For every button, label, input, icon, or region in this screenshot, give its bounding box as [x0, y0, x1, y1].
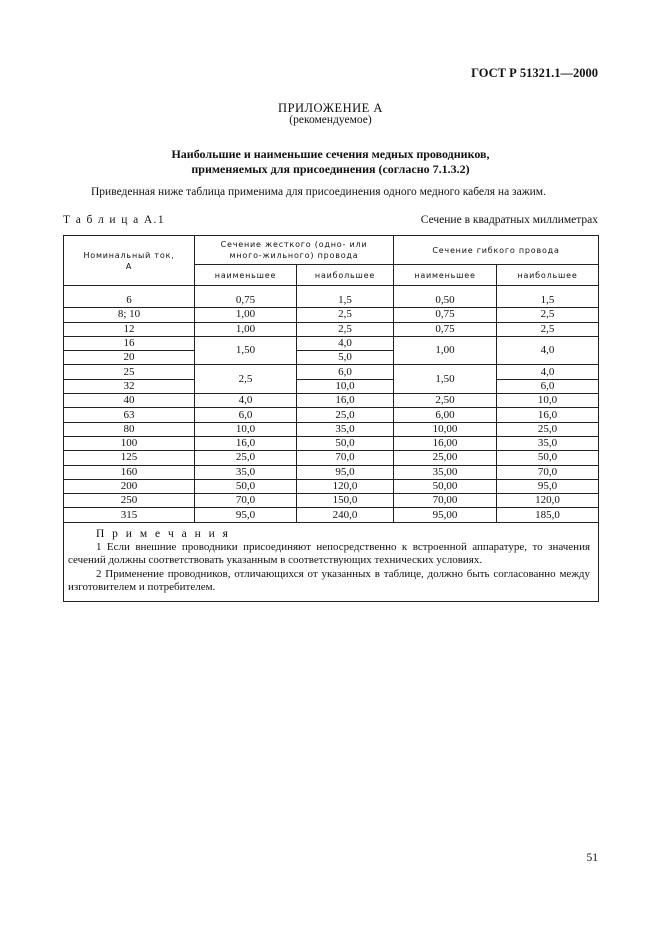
cell-flex-max: 2,5	[497, 308, 599, 322]
cell-flex-max: 120,0	[497, 494, 599, 508]
cell-rigid-min: 35,0	[195, 465, 297, 479]
table-caption: Т а б л и ц а А.1	[63, 214, 165, 226]
cell-flex-min: 10,00	[394, 422, 497, 436]
cell-current: 6	[64, 294, 195, 308]
table-row	[64, 308, 599, 322]
table-notes	[64, 522, 599, 601]
cell-flex-min: 35,00	[394, 465, 497, 479]
spacer-cell	[64, 286, 195, 295]
cell-flex-max: 50,0	[497, 451, 599, 465]
cell-current: 40	[64, 394, 195, 408]
cell-rigid-min: 50,0	[195, 479, 297, 493]
cell-rigid-min: 25,0	[195, 451, 297, 465]
table-row	[64, 322, 599, 336]
header-rigid: Сечение жесткого (одно- или много-жильного) провода	[195, 236, 394, 265]
table-row	[64, 408, 599, 422]
cell-current: 315	[64, 508, 195, 522]
cell-flex-min: 0,75	[394, 308, 497, 322]
cell-flex-min: 0,50	[394, 294, 497, 308]
cell-flex-max: 1,5	[497, 294, 599, 308]
cell-flex-min: 70,00	[394, 494, 497, 508]
cell-current: 80	[64, 422, 195, 436]
appendix-title: ПРИЛОЖЕНИЕ А	[278, 101, 383, 115]
table-row	[64, 379, 599, 393]
cell-current: 12	[64, 322, 195, 336]
spacer-cell	[195, 286, 297, 295]
cell-current: 200	[64, 479, 195, 493]
cell-current: 32	[64, 379, 195, 393]
cell-rigid-min: 6,0	[195, 408, 297, 422]
cell-rigid-min: 0,75	[195, 294, 297, 308]
note-2: 2 Применение проводников, отличающихся от указанных в таблице, должно быть согласованно между изготовителем и потребителем.	[68, 567, 591, 594]
heading-line-1: Наибольшие и наименьшие сечения медных проводников,	[171, 147, 490, 161]
cell-rigid-max: 1,5	[297, 294, 394, 308]
note-1: 1 Если внешние проводники присоединяют непосредственно к встроенной аппаратуре, то значения сечений должны соответствовать указанным в соответствующих технических условиях.	[68, 540, 591, 567]
cell-flex-max: 4,0	[497, 365, 599, 379]
cell-flex-min: 50,00	[394, 479, 497, 493]
cell-flex-min: 1,00	[394, 336, 497, 365]
cell-flex-min: 25,00	[394, 451, 497, 465]
cell-rigid-min: 1,00	[195, 322, 297, 336]
cell-flex-max: 2,5	[497, 322, 599, 336]
intro-paragraph: Приведенная ниже таблица применима для присоединения одного медного кабеля на зажим.	[91, 186, 546, 198]
cell-flex-max: 25,0	[497, 422, 599, 436]
page-number: 51	[586, 852, 598, 864]
table-row	[64, 336, 599, 350]
cell-flex-max: 185,0	[497, 508, 599, 522]
cell-flex-min: 1,50	[394, 365, 497, 394]
cell-flex-max: 16,0	[497, 408, 599, 422]
cell-rigid-max: 2,5	[297, 322, 394, 336]
cell-rigid-min: 4,0	[195, 394, 297, 408]
cell-flex-max: 10,0	[497, 394, 599, 408]
cell-rigid-min: 1,50	[195, 336, 297, 365]
spacer-cell	[497, 286, 599, 295]
cell-rigid-max: 150,0	[297, 494, 394, 508]
cell-flex-min: 0,75	[394, 322, 497, 336]
cell-rigid-max: 120,0	[297, 479, 394, 493]
cell-current: 100	[64, 436, 195, 450]
cell-flex-min: 2,50	[394, 394, 497, 408]
cell-rigid-min: 70,0	[195, 494, 297, 508]
header-current: Номинальный ток, А	[64, 236, 195, 286]
conductor-table	[63, 235, 599, 602]
spacer-cell	[297, 286, 394, 295]
cell-rigid-max: 4,0	[297, 336, 394, 350]
cell-flex-min: 6,00	[394, 408, 497, 422]
header-rigid-min: наименьшее	[195, 265, 297, 286]
header-rigid-max: наибольшее	[297, 265, 394, 286]
cell-rigid-max: 10,0	[297, 379, 394, 393]
spacer-cell	[394, 286, 497, 295]
cell-current: 160	[64, 465, 195, 479]
cell-rigid-max: 35,0	[297, 422, 394, 436]
cell-flex-min: 95,00	[394, 508, 497, 522]
cell-flex-min: 16,00	[394, 436, 497, 450]
notes-title: П р и м е ч а н и я	[96, 527, 231, 540]
cell-rigid-max: 16,0	[297, 394, 394, 408]
cell-rigid-min: 2,5	[195, 365, 297, 394]
cell-flex-max: 6,0	[497, 379, 599, 393]
table-row	[64, 451, 599, 465]
table-row	[64, 365, 599, 379]
header-flex-min: наименьшее	[394, 265, 497, 286]
appendix-subtitle: (рекомендуемое)	[289, 114, 372, 126]
cell-rigid-max: 240,0	[297, 508, 394, 522]
cell-rigid-max: 70,0	[297, 451, 394, 465]
cell-rigid-max: 25,0	[297, 408, 394, 422]
table-row	[64, 422, 599, 436]
cell-rigid-min: 95,0	[195, 508, 297, 522]
table-row	[64, 294, 599, 308]
cell-current: 20	[64, 351, 195, 365]
header-flex-max: наибольшее	[497, 265, 599, 286]
table-units: Сечение в квадратных миллиметрах	[420, 214, 598, 226]
cell-current: 25	[64, 365, 195, 379]
table-row	[64, 494, 599, 508]
cell-rigid-max: 5,0	[297, 351, 394, 365]
cell-rigid-max: 6,0	[297, 365, 394, 379]
cell-flex-max: 35,0	[497, 436, 599, 450]
cell-rigid-max: 50,0	[297, 436, 394, 450]
table-row	[64, 394, 599, 408]
heading-line-2: применяемых для присоединения (согласно 7.1.3.2)	[191, 162, 470, 176]
cell-rigid-min: 1,00	[195, 308, 297, 322]
document-code: ГОСТ Р 51321.1—2000	[471, 66, 598, 80]
cell-current: 250	[64, 494, 195, 508]
section-heading	[0, 147, 661, 177]
table-row	[64, 479, 599, 493]
header-flexible: Сечение гибкого провода	[394, 236, 599, 265]
table-row	[64, 508, 599, 522]
cell-flex-max: 95,0	[497, 479, 599, 493]
conductor-table-container	[63, 235, 598, 602]
cell-flex-max: 4,0	[497, 336, 599, 365]
cell-current: 125	[64, 451, 195, 465]
cell-current: 8; 10	[64, 308, 195, 322]
cell-rigid-min: 10,0	[195, 422, 297, 436]
cell-rigid-max: 95,0	[297, 465, 394, 479]
table-row	[64, 465, 599, 479]
cell-rigid-max: 2,5	[297, 308, 394, 322]
cell-current: 16	[64, 336, 195, 350]
cell-rigid-min: 16,0	[195, 436, 297, 450]
table-row	[64, 436, 599, 450]
cell-current: 63	[64, 408, 195, 422]
cell-flex-max: 70,0	[497, 465, 599, 479]
